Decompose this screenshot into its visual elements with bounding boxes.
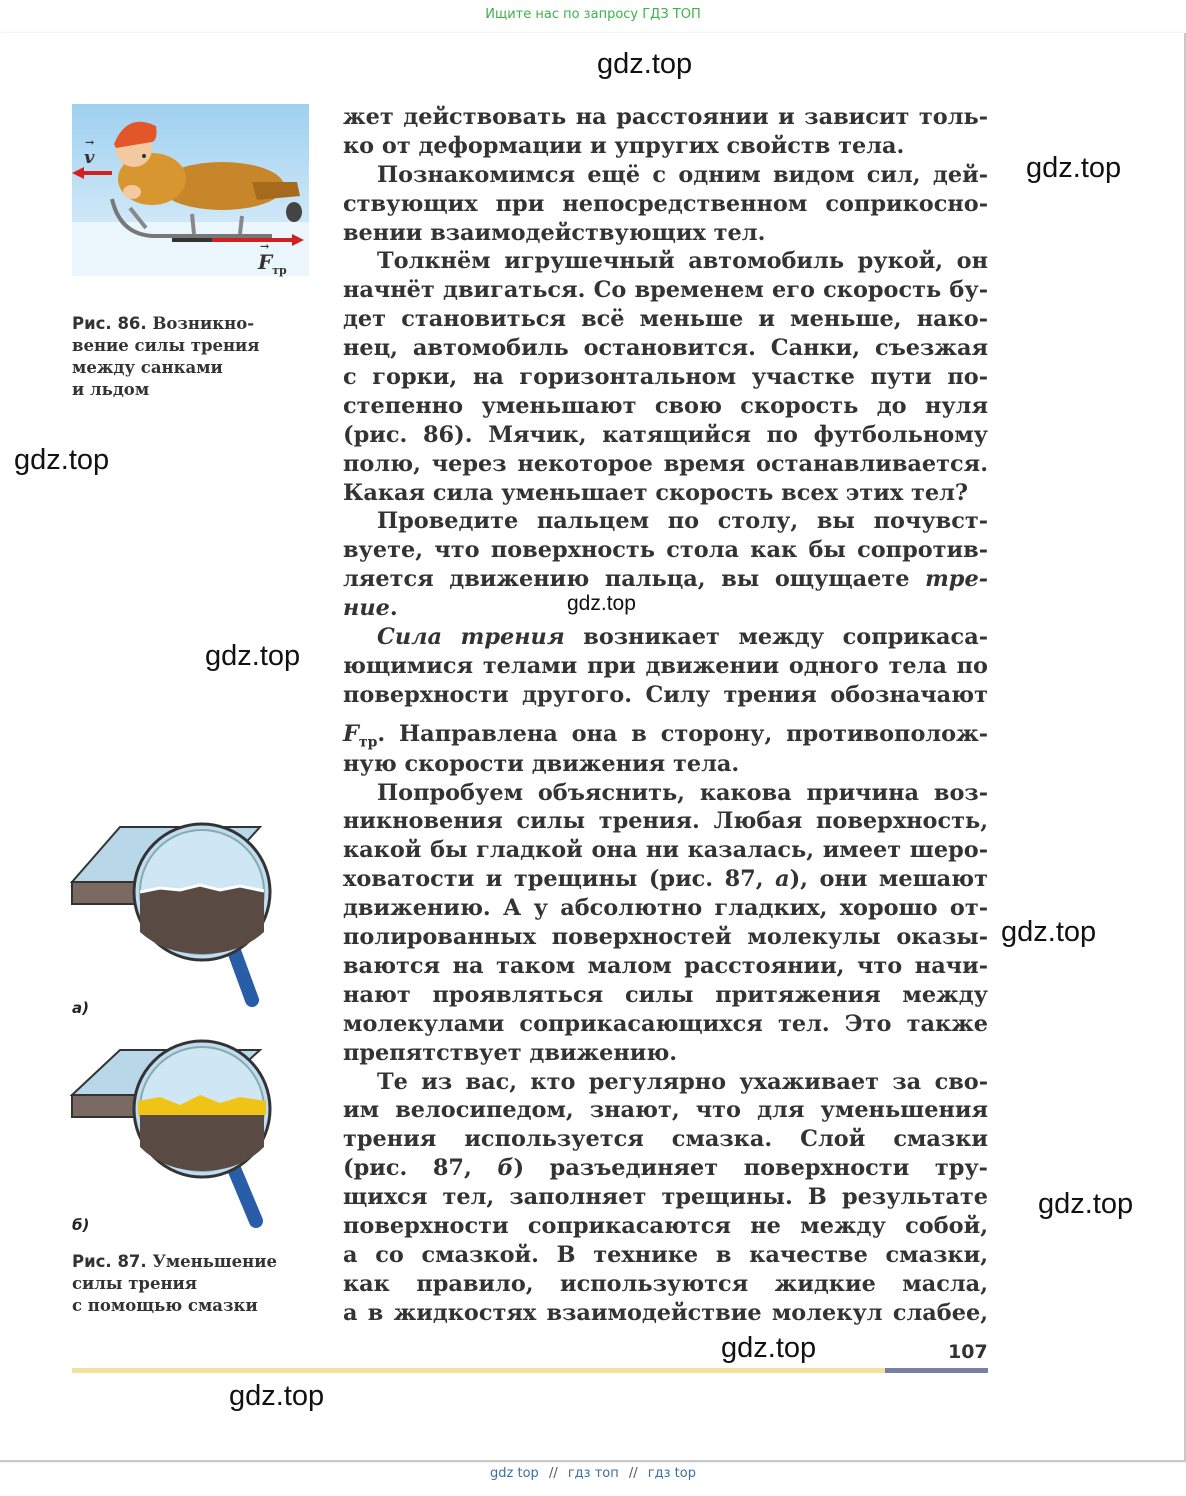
figure-87a-label: а) bbox=[72, 999, 89, 1017]
figure-87-caption-label: Рис. 87. bbox=[72, 1252, 147, 1271]
text-line bbox=[343, 1154, 988, 1183]
footer bbox=[0, 1466, 1186, 1481]
text-fragment: ховатости и трещины (рис. 87, bbox=[343, 866, 776, 893]
term-friction-force: Сила трения bbox=[377, 624, 565, 651]
text-fragment: . Направлена она в сторону, противополож- bbox=[377, 720, 988, 747]
text-line bbox=[343, 710, 988, 750]
text-line: трения используется смазка. Слой смазки bbox=[343, 1126, 988, 1153]
watermark: gdz.top bbox=[229, 1380, 325, 1412]
text-line: щихся тел, заполняет трещины. В результате bbox=[343, 1184, 988, 1211]
figure-ref-a: а bbox=[775, 866, 790, 893]
text-fragment: ) разъединяет поверхности тру- bbox=[513, 1155, 988, 1182]
text-line: (рис. 86). Мячик, катящийся по футбольному bbox=[343, 421, 988, 448]
velocity-label bbox=[84, 136, 95, 168]
text-fragment: ляется движению пальца, вы ощущаете bbox=[343, 566, 926, 593]
text-line: с горки, на горизонтальном участке пути по- bbox=[343, 364, 988, 391]
text-line: поверхности соприкасаются не между собой, bbox=[343, 1212, 988, 1239]
text-fragment: . bbox=[389, 595, 398, 622]
figure-ref-b: б bbox=[497, 1155, 514, 1182]
force-subscript: тр bbox=[272, 264, 287, 277]
bottom-rule-accent bbox=[885, 1368, 988, 1373]
figure-87b-label: б) bbox=[72, 1216, 90, 1234]
footer-link[interactable]: гдз top bbox=[647, 1466, 696, 1481]
magnifier-rough-surface bbox=[70, 822, 275, 1018]
friction-force-subscript: тр bbox=[358, 734, 378, 751]
text-line: Толкнём игрушечный автомобиль рукой, он bbox=[377, 248, 988, 275]
footer-separator: // bbox=[628, 1466, 638, 1481]
magnifier-lubricated-surface bbox=[70, 1035, 275, 1235]
watermark: gdz.top bbox=[205, 640, 301, 672]
text-line: как правило, используются жидкие масла, bbox=[343, 1270, 988, 1297]
text-line: жет действовать на расстоянии и зависит толь- bbox=[343, 104, 988, 130]
text-line bbox=[343, 594, 988, 623]
text-line: Проведите пальцем по столу, вы почувст- bbox=[377, 508, 988, 535]
text-line: полированных поверхностей молекулы оказы- bbox=[343, 924, 988, 951]
force-symbol: F bbox=[258, 250, 273, 274]
page-number: 107 bbox=[948, 1341, 988, 1363]
figure-87-caption-line: Уменьшение bbox=[152, 1252, 277, 1271]
text-line: Какая сила уменьшает скорость всех этих тел? bbox=[343, 479, 969, 506]
text-line: ную скорости движения тела. bbox=[343, 750, 740, 777]
text-line: начнёт двигаться. Со временем его скорость бу- bbox=[343, 277, 988, 304]
watermark: gdz.top bbox=[721, 1332, 817, 1364]
text-line: нец, автомобиль остановится. Санки, съезжая bbox=[343, 335, 988, 362]
text-line: дет становиться всё меньше и меньше, нако- bbox=[343, 306, 988, 333]
text-line: Познакомимся ещё с одним видом сил, дей- bbox=[377, 161, 988, 188]
figure-86-caption-label: Рис. 86. bbox=[72, 314, 147, 333]
text-line: ствующих при непосредственном соприкосно- bbox=[343, 190, 988, 217]
term-friction-end: ние bbox=[343, 595, 390, 622]
text-line: ко от деформации и упругих свойств тела. bbox=[343, 132, 905, 159]
text-line: молекулами соприкасающихся тел. Это также bbox=[343, 1010, 988, 1037]
bottom-rule bbox=[72, 1368, 885, 1373]
footer-link[interactable]: gdz top bbox=[490, 1466, 539, 1481]
text-line bbox=[343, 623, 988, 652]
text-line: степенно уменьшают свою скорость до нуля bbox=[343, 392, 988, 419]
watermark: gdz.top bbox=[567, 592, 636, 615]
text-line: препятствует движению. bbox=[343, 1039, 678, 1066]
force-arrow-icon: → bbox=[260, 240, 270, 253]
figure-86-caption-line: и льдом bbox=[72, 380, 150, 399]
figure-86-caption-line: вение силы трения bbox=[72, 336, 260, 355]
text-line: вении взаимодействующих тел. bbox=[343, 219, 766, 246]
text-fragment: ), они мешают bbox=[789, 866, 988, 893]
text-line: а со смазкой. В технике в качестве смазки, bbox=[343, 1241, 988, 1268]
text-line: нают проявляться силы притяжения между bbox=[343, 981, 988, 1008]
velocity-arrow-icon: → bbox=[85, 136, 95, 149]
watermark: gdz.top bbox=[597, 48, 693, 80]
top-banner[interactable]: Ищите нас по запросу ГДЗ ТОП bbox=[485, 7, 701, 22]
watermark: gdz.top bbox=[1026, 152, 1122, 184]
text-line: им велосипедом, знают, что для уменьшения bbox=[343, 1097, 988, 1124]
watermark: gdz.top bbox=[1038, 1188, 1134, 1220]
footer-separator: // bbox=[548, 1466, 558, 1481]
text-line: ющимися телами при движении одного тела по bbox=[343, 652, 988, 679]
figure-87-caption bbox=[72, 1251, 312, 1317]
text-line: ваются на таком малом расстоянии, что начи- bbox=[343, 952, 988, 979]
text-line: поверхности другого. Силу трения обозначают bbox=[343, 681, 988, 708]
velocity-symbol: v bbox=[84, 147, 95, 168]
text-line: какой бы гладкой она ни казалась, имеет шеро- bbox=[343, 837, 988, 864]
text-line: никновения силы трения. Любая поверхность, bbox=[343, 808, 988, 835]
text-line: а в жидкостях взаимодействие молекул слабее, bbox=[343, 1299, 988, 1326]
text-fragment: возникает между соприкаса- bbox=[564, 624, 988, 651]
figure-87-caption-line: с помощью смазки bbox=[72, 1296, 258, 1315]
text-line: Те из вас, кто регулярно ухаживает за сво- bbox=[377, 1068, 988, 1095]
text-fragment: (рис. 87, bbox=[343, 1155, 498, 1182]
footer-link[interactable]: гдз топ bbox=[567, 1466, 619, 1481]
watermark: gdz.top bbox=[14, 444, 110, 476]
text-line: вуете, что поверхность стола как бы сопротив- bbox=[343, 537, 988, 564]
text-line bbox=[343, 865, 988, 894]
main-text bbox=[343, 103, 988, 1328]
figure-87-caption-line: силы трения bbox=[72, 1274, 197, 1293]
figure-86-caption-line: между санками bbox=[72, 358, 223, 377]
term-friction: тре- bbox=[925, 566, 988, 593]
friction-force-label bbox=[258, 240, 287, 277]
watermark: gdz.top bbox=[1001, 916, 1097, 948]
text-line: Попробуем объяснить, какова причина воз- bbox=[377, 779, 988, 806]
text-line: движению. А у абсолютно гладких, хорошо от- bbox=[343, 895, 988, 922]
text-line bbox=[343, 565, 988, 594]
figure-86-caption-line: Возникно- bbox=[152, 314, 255, 333]
figure-86-caption bbox=[72, 313, 292, 401]
text-line: полю, через некоторое время останавливается. bbox=[343, 450, 988, 477]
friction-force-symbol: F bbox=[343, 720, 359, 747]
